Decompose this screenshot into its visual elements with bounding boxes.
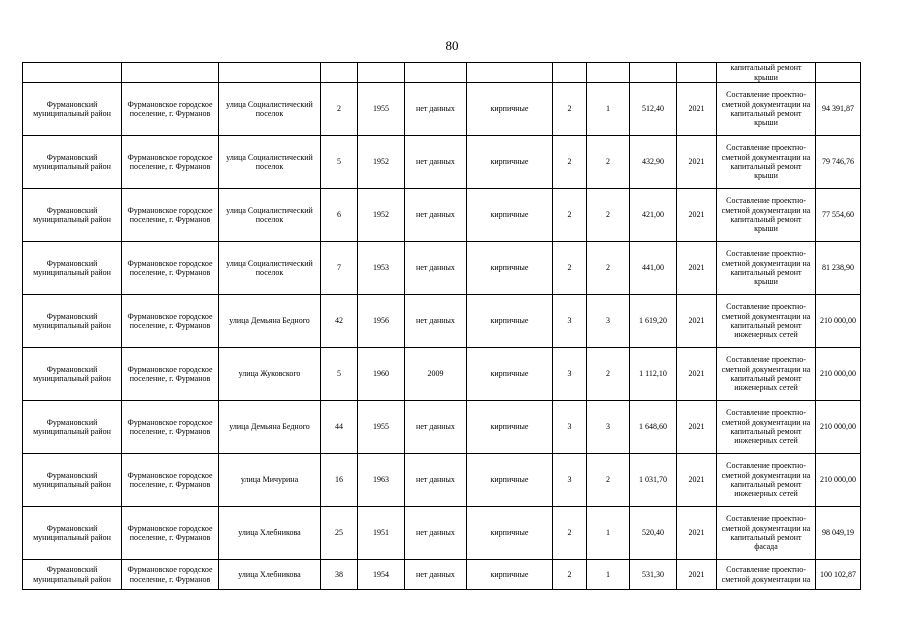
street-cell: улица Демьяна Бедного <box>219 295 321 348</box>
overhaul-year-cell: нет данных <box>405 560 467 590</box>
wall-material-cell: кирпичные <box>467 348 553 401</box>
plan-year-cell: 2021 <box>677 136 717 189</box>
area-cell: 531,30 <box>630 560 677 590</box>
table-row <box>23 454 861 507</box>
wall-material-cell: кирпичные <box>467 507 553 560</box>
area-cell: 1 031,70 <box>630 454 677 507</box>
entrances-cell: 1 <box>587 507 630 560</box>
work-description: капитальный ремонт крыши <box>717 63 816 83</box>
house-number-cell: 25 <box>321 507 358 560</box>
house-number-cell: 44 <box>321 401 358 454</box>
table-row <box>23 242 861 295</box>
entrances-cell: 1 <box>587 83 630 136</box>
work-description: Составление проектно-сметной документации на капитальный ремонт инженерных сетей <box>717 348 816 401</box>
district-cell: Фурмановский муниципальный район <box>23 136 122 189</box>
settlement-cell: Фурмановское городское поселение, г. Фурманов <box>122 242 219 295</box>
entrances-cell: 2 <box>587 242 630 295</box>
area-cell: 512,40 <box>630 83 677 136</box>
street-cell: улица Демьяна Бедного <box>219 401 321 454</box>
settlement-cell: Фурмановское городское поселение, г. Фурманов <box>122 136 219 189</box>
work-description: Составление проектно-сметной документации на капитальный ремонт крыши <box>717 83 816 136</box>
wall-material-cell: кирпичные <box>467 401 553 454</box>
street-cell: улица Хлебникова <box>219 507 321 560</box>
overhaul-year-cell: нет данных <box>405 507 467 560</box>
house-number-cell: 42 <box>321 295 358 348</box>
plan-year-cell: 2021 <box>677 348 717 401</box>
district-cell: Фурмановский муниципальный район <box>23 454 122 507</box>
street-cell: улица Мичурина <box>219 454 321 507</box>
floors-cell: 3 <box>553 348 587 401</box>
settlement-cell: Фурмановское городское поселение, г. Фурманов <box>122 454 219 507</box>
house-number-cell: 5 <box>321 136 358 189</box>
street-cell: улица Социалистический поселок <box>219 83 321 136</box>
overhaul-year-cell: нет данных <box>405 454 467 507</box>
plan-year-cell: 2021 <box>677 507 717 560</box>
floors-cell: 2 <box>553 136 587 189</box>
plan-year-cell: 2021 <box>677 401 717 454</box>
cost-cell: 98 049,19 <box>816 507 861 560</box>
work-description: Составление проектно-сметной документации на капитальный ремонт крыши <box>717 189 816 242</box>
cost-cell: 210 000,00 <box>816 295 861 348</box>
entrances-cell: 2 <box>587 454 630 507</box>
year-built-cell: 1953 <box>358 242 405 295</box>
year-built-cell: 1952 <box>358 189 405 242</box>
area-cell: 1 112,10 <box>630 348 677 401</box>
settlement-cell: Фурмановское городское поселение, г. Фурманов <box>122 560 219 590</box>
floors-cell: 3 <box>553 295 587 348</box>
house-number-cell: 2 <box>321 83 358 136</box>
plan-year-cell: 2021 <box>677 454 717 507</box>
wall-material-cell: кирпичные <box>467 136 553 189</box>
work-description: Составление проектно-сметной документации на капитальный ремонт фасада <box>717 507 816 560</box>
table-row <box>23 295 861 348</box>
settlement-cell: Фурмановское городское поселение, г. Фурманов <box>122 295 219 348</box>
table-row <box>23 63 861 83</box>
floors-cell: 3 <box>553 401 587 454</box>
wall-material-cell: кирпичные <box>467 242 553 295</box>
district-cell: Фурмановский муниципальный район <box>23 507 122 560</box>
work-description: Составление проектно-сметной документации на капитальный ремонт крыши <box>717 242 816 295</box>
year-built-cell: 1955 <box>358 401 405 454</box>
year-built-cell: 1963 <box>358 454 405 507</box>
settlement-cell: Фурмановское городское поселение, г. Фурманов <box>122 189 219 242</box>
overhaul-year-cell: нет данных <box>405 83 467 136</box>
area-cell: 520,40 <box>630 507 677 560</box>
work-description: Составление проектно-сметной документации на капитальный ремонт инженерных сетей <box>717 401 816 454</box>
area-cell: 1 648,60 <box>630 401 677 454</box>
floors-cell: 2 <box>553 189 587 242</box>
overhaul-year-cell: нет данных <box>405 295 467 348</box>
cost-cell: 210 000,00 <box>816 401 861 454</box>
entrances-cell: 2 <box>587 348 630 401</box>
district-cell: Фурмановский муниципальный район <box>23 560 122 590</box>
year-built-cell: 1951 <box>358 507 405 560</box>
cost-cell: 79 746,76 <box>816 136 861 189</box>
cost-cell: 77 554,60 <box>816 189 861 242</box>
street-cell: улица Социалистический поселок <box>219 136 321 189</box>
overhaul-year-cell: нет данных <box>405 136 467 189</box>
cost-cell: 210 000,00 <box>816 348 861 401</box>
plan-year-cell: 2021 <box>677 83 717 136</box>
area-cell: 1 619,20 <box>630 295 677 348</box>
floors-cell: 2 <box>553 560 587 590</box>
area-cell: 421,00 <box>630 189 677 242</box>
table-row <box>23 136 861 189</box>
house-number-cell: 7 <box>321 242 358 295</box>
area-cell: 441,00 <box>630 242 677 295</box>
district-cell: Фурмановский муниципальный район <box>23 189 122 242</box>
overhaul-year-cell: нет данных <box>405 242 467 295</box>
work-description: Составление проектно-сметной документации на капитальный ремонт инженерных сетей <box>717 295 816 348</box>
area-cell: 432,90 <box>630 136 677 189</box>
cost-cell: 210 000,00 <box>816 454 861 507</box>
settlement-cell: Фурмановское городское поселение, г. Фурманов <box>122 507 219 560</box>
housing-program-table <box>22 62 861 590</box>
year-built-cell: 1954 <box>358 560 405 590</box>
wall-material-cell: кирпичные <box>467 295 553 348</box>
floors-cell: 2 <box>553 242 587 295</box>
house-number-cell: 16 <box>321 454 358 507</box>
settlement-cell: Фурмановское городское поселение, г. Фурманов <box>122 401 219 454</box>
year-built-cell: 1956 <box>358 295 405 348</box>
plan-year-cell: 2021 <box>677 560 717 590</box>
overhaul-year-cell: 2009 <box>405 348 467 401</box>
street-cell: улица Хлебникова <box>219 560 321 590</box>
overhaul-year-cell: нет данных <box>405 189 467 242</box>
year-built-cell: 1960 <box>358 348 405 401</box>
floors-cell: 2 <box>553 83 587 136</box>
table-row <box>23 401 861 454</box>
plan-year-cell: 2021 <box>677 242 717 295</box>
plan-year-cell: 2021 <box>677 189 717 242</box>
plan-year-cell: 2021 <box>677 295 717 348</box>
street-cell: улица Жуковского <box>219 348 321 401</box>
table-row <box>23 83 861 136</box>
house-number-cell: 38 <box>321 560 358 590</box>
floors-cell: 3 <box>553 454 587 507</box>
district-cell: Фурмановский муниципальный район <box>23 83 122 136</box>
cost-cell: 94 391,87 <box>816 83 861 136</box>
street-cell: улица Социалистический поселок <box>219 242 321 295</box>
work-description: Составление проектно-сметной документации на капитальный ремонт инженерных сетей <box>717 454 816 507</box>
entrances-cell: 3 <box>587 295 630 348</box>
district-cell: Фурмановский муниципальный район <box>23 242 122 295</box>
district-cell: Фурмановский муниципальный район <box>23 348 122 401</box>
entrances-cell: 1 <box>587 560 630 590</box>
table-row <box>23 189 861 242</box>
entrances-cell: 2 <box>587 189 630 242</box>
wall-material-cell: кирпичные <box>467 83 553 136</box>
entrances-cell: 3 <box>587 401 630 454</box>
settlement-cell: Фурмановское городское поселение, г. Фурманов <box>122 348 219 401</box>
cost-cell: 100 102,87 <box>816 560 861 590</box>
year-built-cell: 1955 <box>358 83 405 136</box>
house-number-cell: 6 <box>321 189 358 242</box>
district-cell: Фурмановский муниципальный район <box>23 295 122 348</box>
page-number: 80 <box>445 38 459 53</box>
table-row <box>23 560 861 590</box>
table-row <box>23 507 861 560</box>
year-built-cell: 1952 <box>358 136 405 189</box>
overhaul-year-cell: нет данных <box>405 401 467 454</box>
wall-material-cell: кирпичные <box>467 189 553 242</box>
work-description: Составление проектно-сметной документации на капитальный ремонт крыши <box>717 136 816 189</box>
work-description: Составление проектно-сметной документации на <box>717 560 816 590</box>
house-number-cell: 5 <box>321 348 358 401</box>
floors-cell: 2 <box>553 507 587 560</box>
wall-material-cell: кирпичные <box>467 454 553 507</box>
district-cell: Фурмановский муниципальный район <box>23 401 122 454</box>
settlement-cell: Фурмановское городское поселение, г. Фурманов <box>122 83 219 136</box>
cost-cell: 81 238,90 <box>816 242 861 295</box>
entrances-cell: 2 <box>587 136 630 189</box>
table-row <box>23 348 861 401</box>
street-cell: улица Социалистический поселок <box>219 189 321 242</box>
wall-material-cell: кирпичные <box>467 560 553 590</box>
